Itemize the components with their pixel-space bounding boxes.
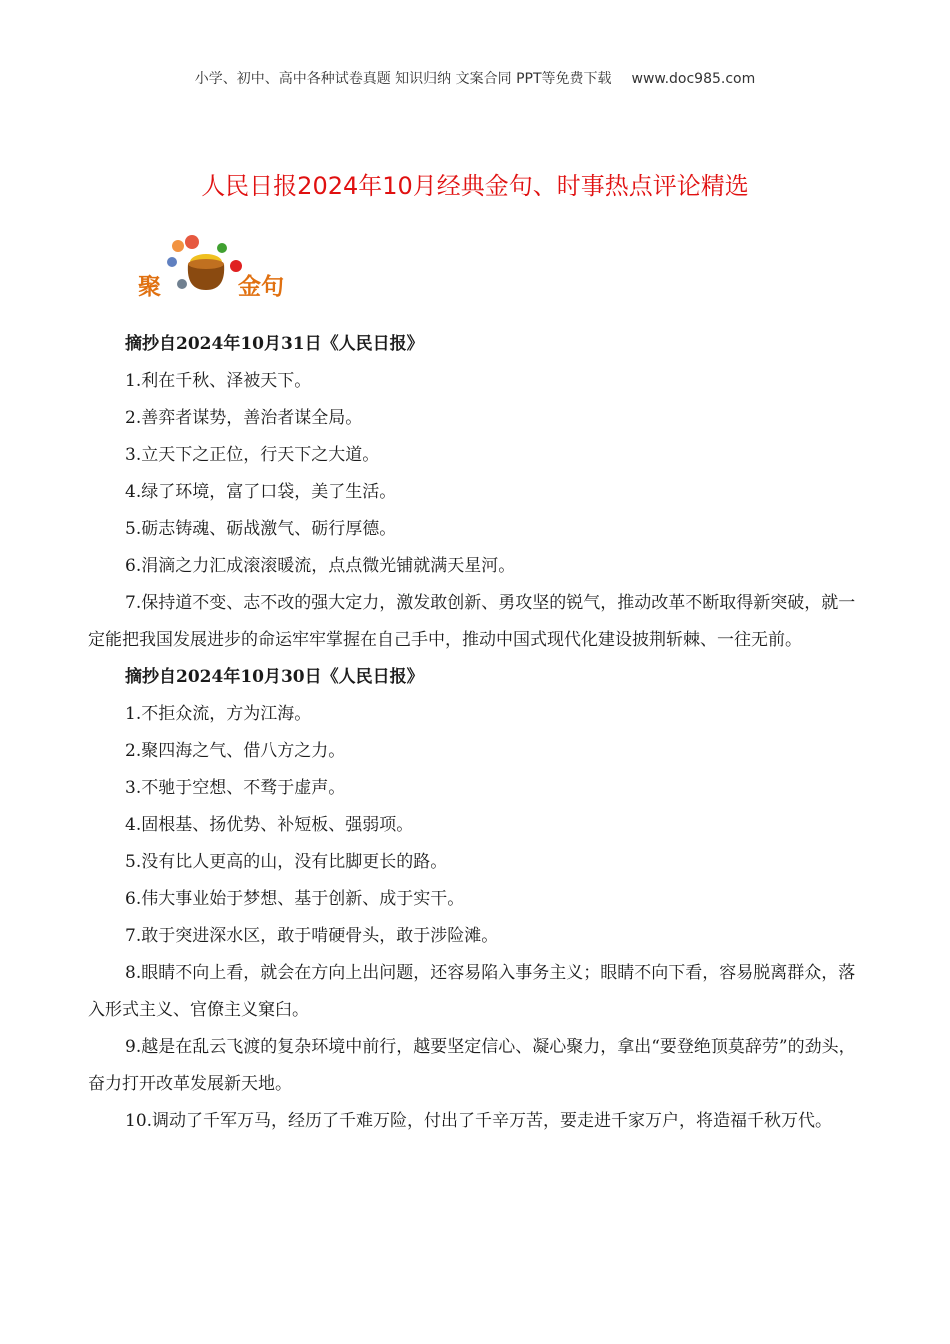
list-item: 4.绿了环境，富了口袋，美了生活。 (125, 482, 397, 502)
list-item: 9.越是在乱云飞渡的复杂环境中前行，越要坚定信心、凝心聚力，拿出“要登绝顶莫辞劳”的劲头，奋力打开改革发展新天地。 (88, 1037, 856, 1094)
logo-char-jinju: 金句 (238, 274, 284, 300)
list-item: 7.保持道不变、志不改的强大定力，激发敢创新、勇攻坚的锐气，推动改革不断取得新突破，就一定能把我国发展进步的命运牢牢掌握在自己手中，推动中国式现代化建设披荆斩棘、一往无前。 (88, 593, 856, 650)
section-logo (134, 232, 304, 302)
list-item: 6.涓滴之力汇成滚滚暖流，点点微光铺就满天星河。 (125, 556, 516, 576)
header-site: www.doc985.com (631, 71, 756, 87)
list-item: 2.善弈者谋势，善治者谋全局。 (125, 408, 363, 428)
list-item: 6.伟大事业始于梦想、基于创新、成于实干。 (125, 889, 465, 909)
list-item: 3.不驰于空想、不骛于虚声。 (125, 778, 346, 798)
header-text: 小学、初中、高中各种试卷真题 知识归纳 文案合同 PPT等免费下载 (194, 71, 612, 87)
list-item: 3.立天下之正位，行天下之大道。 (125, 445, 380, 465)
document-body (88, 326, 864, 1140)
treasure-pot-icon (160, 232, 250, 294)
section-source: 摘抄自2024年10月31日《人民日报》 (125, 334, 424, 354)
list-item: 1.利在千秋、泽被天下。 (125, 371, 312, 391)
list-item: 8.眼睛不向上看，就会在方向上出问题，还容易陷入事务主义；眼睛不向下看，容易脱离群众，落入形式主义、官僚主义窠臼。 (88, 963, 856, 1020)
list-item: 2.聚四海之气、借八方之力。 (125, 741, 346, 761)
list-item: 10.调动了千军万马，经历了千难万险，付出了千辛万苦，要走进千家万户，将造福千秋万代。 (125, 1111, 833, 1131)
list-item: 7.敢于突进深水区，敢于啃硬骨头，敢于涉险滩。 (125, 926, 499, 946)
list-item: 5.砺志铸魂、砺战激气、砺行厚德。 (125, 519, 397, 539)
list-item: 4.固根基、扬优势、补短板、强弱项。 (125, 815, 414, 835)
page-title: 人民日报2024年10月经典金句、时事热点评论精选 (201, 172, 749, 200)
logo-char-ju: 聚 (138, 274, 161, 300)
page-header (0, 68, 950, 88)
list-item: 1.不拒众流，方为江海。 (125, 704, 312, 724)
section-source: 摘抄自2024年10月30日《人民日报》 (125, 667, 424, 687)
list-item: 5.没有比人更高的山，没有比脚更长的路。 (125, 852, 448, 872)
